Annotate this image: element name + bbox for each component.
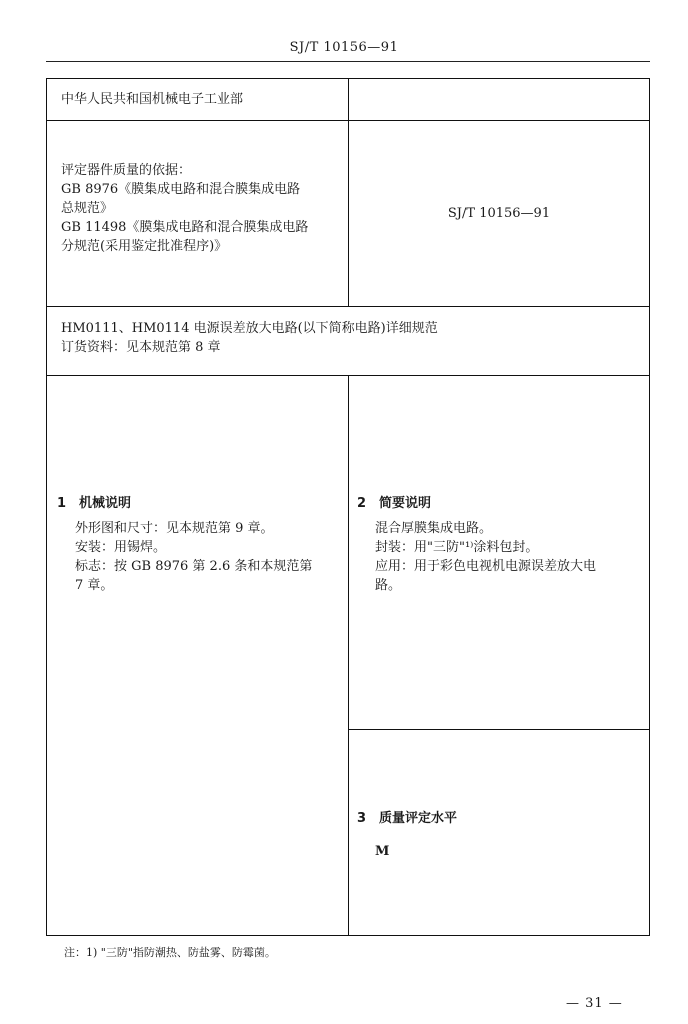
section-1-body [57, 519, 342, 595]
section-1-line: 标志：按 GB 8976 第 2.6 条和本规范第 [75, 559, 313, 574]
section-2-body [357, 519, 647, 595]
basis-line: 评定器件质量的依据： [61, 163, 192, 178]
section-1-heading [57, 494, 342, 513]
ordering-info: 订货资料：见本规范第 8 章 [61, 340, 221, 355]
quality-level-value: M [375, 844, 390, 859]
section-brief [357, 494, 647, 595]
row-divider-section2 [348, 729, 649, 730]
section-2-line: 路。 [375, 578, 402, 593]
section-3-body [357, 842, 647, 861]
standard-number-cell [349, 121, 649, 306]
header-rule [46, 61, 650, 62]
specification-table [46, 78, 650, 936]
spec-title: HM0111、HM0114 电源误差放大电路(以下简称电路)详细规范 [61, 321, 438, 336]
title-cell [61, 319, 641, 357]
section-1-title: 机械说明 [79, 496, 132, 511]
row-divider-basis [47, 306, 649, 307]
section-3-heading [357, 809, 647, 828]
section-3-title: 质量评定水平 [379, 811, 458, 826]
standard-code-header: SJ/T 10156—91 [289, 40, 399, 55]
section-2-number: 2 [357, 496, 367, 511]
column-divider-bottom [348, 375, 349, 935]
footnote: 注：1) "三防"指防潮热、防盐雾、防霉菌。 [64, 946, 276, 959]
section-1-line: 7 章。 [75, 578, 114, 593]
section-1-number: 1 [57, 496, 67, 511]
section-2-title: 简要说明 [379, 496, 432, 511]
section-3-number: 3 [357, 811, 367, 826]
section-2-heading [357, 494, 647, 513]
standard-number: SJ/T 10156—91 [447, 206, 551, 221]
basis-line: 分规范(采用鉴定批准程序)》 [61, 239, 228, 254]
basis-line: GB 8976《膜集成电路和混合膜集成电路 [61, 182, 301, 197]
authority-cell [61, 90, 341, 109]
page-number: — 31 — [566, 996, 623, 1011]
section-1-line: 安装：用锡焊。 [75, 540, 167, 555]
section-2-line: 封装：用"三防"¹⁾涂料包封。 [375, 540, 539, 555]
basis-line: GB 11498《膜集成电路和混合膜集成电路 [61, 220, 309, 235]
authority-name: 中华人民共和国机械电子工业部 [61, 92, 244, 107]
basis-line: 总规范》 [61, 201, 114, 216]
section-quality-level [357, 809, 647, 861]
section-mechanical [57, 494, 342, 595]
section-2-line: 应用：用于彩色电视机电源误差放大电 [375, 559, 597, 574]
basis-cell [61, 161, 343, 256]
section-1-line: 外形图和尺寸：见本规范第 9 章。 [75, 521, 274, 536]
section-2-line: 混合厚膜集成电路。 [375, 521, 493, 536]
